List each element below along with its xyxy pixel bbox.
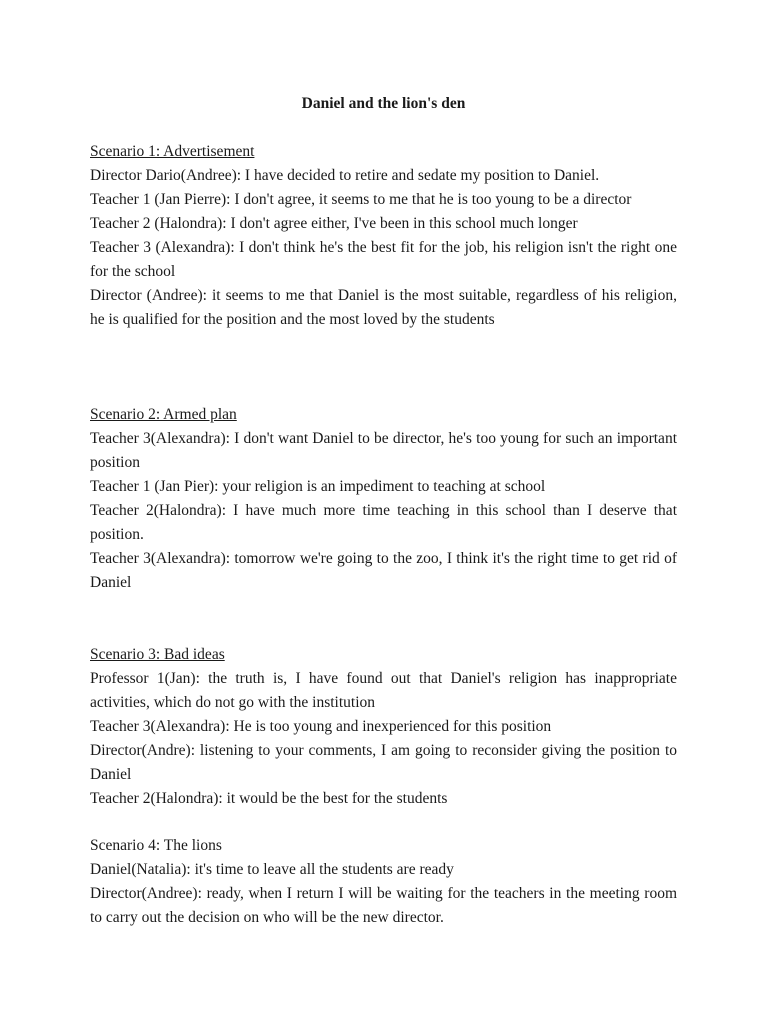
- dialogue-line: Director(Andree): ready, when I return I will be waiting for the teachers in the meeting room to carry out the decision on who will be the new director.: [90, 885, 677, 926]
- dialogue-line: Teacher 3 (Alexandra): I don't think he's the best fit for the job, his religion isn't the right one for the school: [90, 239, 677, 280]
- dialogue-line: Professor 1(Jan): the truth is, I have found out that Daniel's religion has inappropriate activities, which do not go with the institution: [90, 670, 677, 711]
- dialogue-line: Director (Andree): it seems to me that Daniel is the most suitable, regardless of his religion, he is qualified for the position and the most loved by the students: [90, 287, 677, 328]
- dialogue-line: Teacher 1 (Jan Pierre): I don't agree, it seems to me that he is too young to be a director: [90, 191, 632, 208]
- dialogue-line: Director Dario(Andree): I have decided to retire and sedate my position to Daniel.: [90, 167, 600, 184]
- scenario-2-section: [90, 403, 677, 595]
- scenario-3-heading: Scenario 3: Bad ideas: [90, 646, 225, 663]
- scenario-4-heading: Scenario 4: The lions: [90, 837, 222, 854]
- dialogue-line: Teacher 2(Halondra): I have much more time teaching in this school than I deserve that position.: [90, 502, 677, 543]
- dialogue-line: Teacher 3(Alexandra): tomorrow we're going to the zoo, I think it's the right time to get rid of Daniel: [90, 550, 677, 591]
- dialogue-line: Director(Andre): listening to your comments, I am going to reconsider giving the position to Daniel: [90, 742, 677, 783]
- document-title: Daniel and the lion's den: [301, 95, 466, 112]
- scenario-1-section: [90, 140, 677, 332]
- scenario-2-heading: Scenario 2: Armed plan: [90, 406, 237, 423]
- scenario-1-heading: Scenario 1: Advertisement: [90, 143, 255, 160]
- scenario-4-section: [90, 834, 677, 930]
- scenario-3-section: [90, 643, 677, 811]
- dialogue-line: Teacher 3(Alexandra): I don't want Daniel to be director, he's too young for such an important position: [90, 430, 677, 471]
- dialogue-line: Teacher 1 (Jan Pier): your religion is an impediment to teaching at school: [90, 478, 546, 495]
- dialogue-line: Teacher 3(Alexandra): He is too young and inexperienced for this position: [90, 718, 552, 735]
- dialogue-line: Teacher 2 (Halondra): I don't agree either, I've been in this school much longer: [90, 215, 578, 232]
- dialogue-line: Daniel(Natalia): it's time to leave all the students are ready: [90, 861, 454, 878]
- dialogue-line: Teacher 2(Halondra): it would be the best for the students: [90, 790, 448, 807]
